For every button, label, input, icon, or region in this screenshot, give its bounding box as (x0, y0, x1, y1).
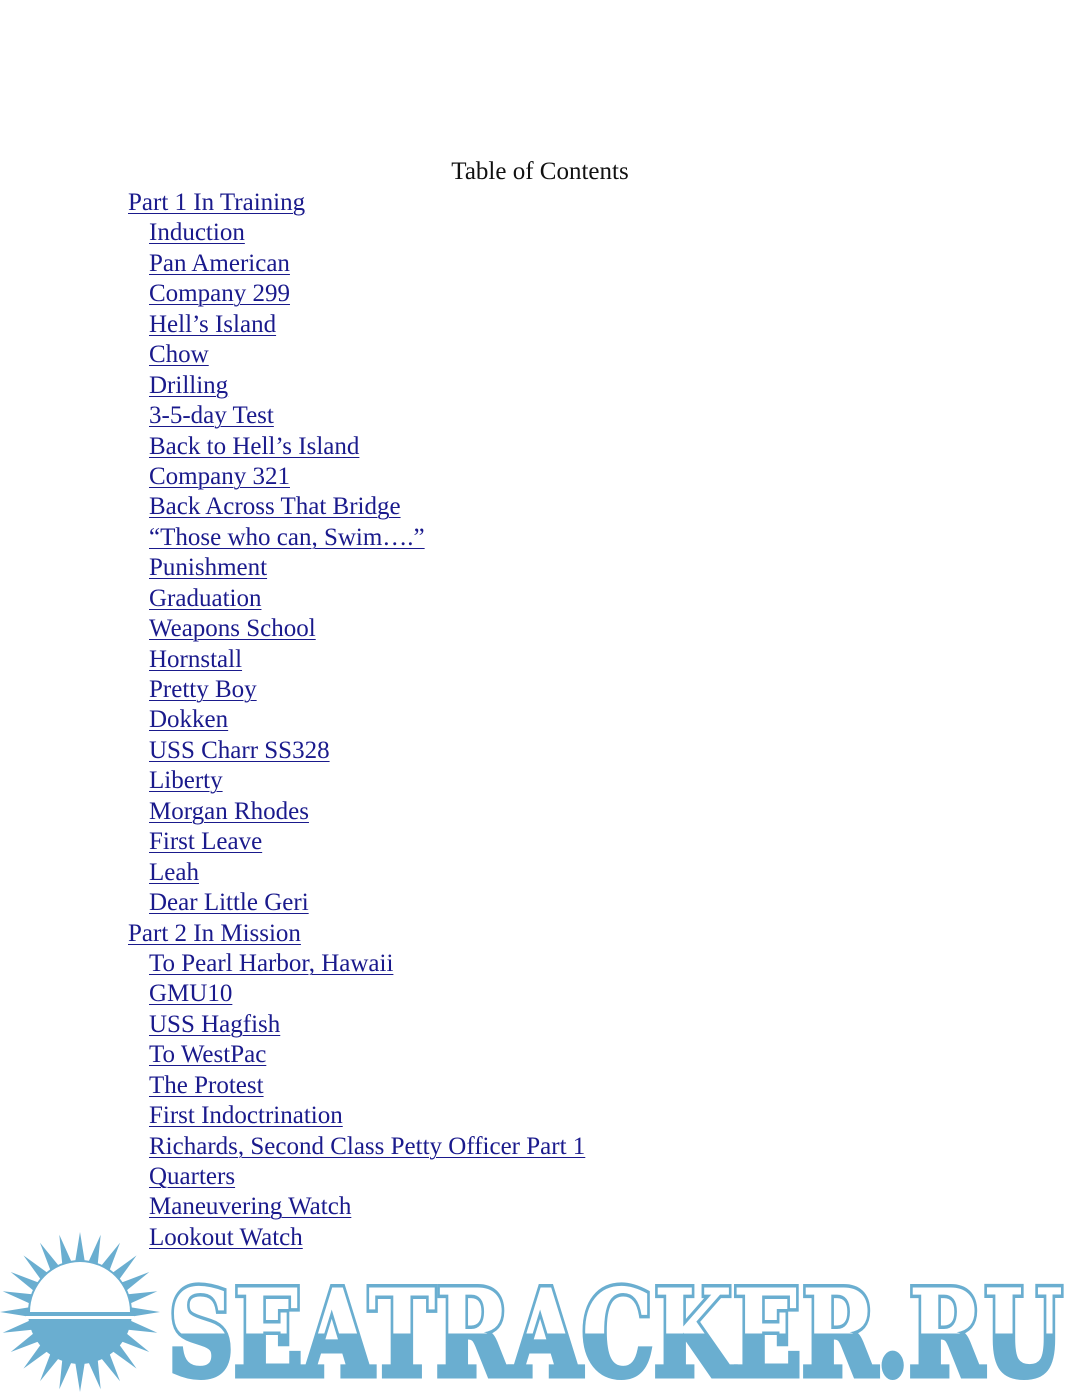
toc-chapter-item (128, 796, 585, 826)
toc-chapter-link[interactable]: Weapons School (149, 615, 316, 643)
sun-ray (88, 1235, 101, 1265)
toc-chapter-link[interactable]: First Indoctrination (149, 1102, 343, 1130)
toc-chapter-link[interactable]: 3-5-day Test (149, 402, 274, 430)
toc-chapter-item (128, 309, 585, 339)
toc-chapter-item (128, 887, 585, 917)
table-of-contents (128, 187, 585, 1252)
toc-chapter-item (128, 583, 585, 613)
toc-part-link[interactable]: Part 2 In Mission (128, 919, 301, 947)
toc-chapter-item (128, 613, 585, 643)
toc-chapter-item (128, 1131, 585, 1161)
toc-chapter-link[interactable]: Quarters (149, 1163, 236, 1190)
toc-chapter-link[interactable]: Lookout Watch (149, 1223, 303, 1251)
toc-chapter-link[interactable]: Graduation (149, 584, 262, 612)
sun-ray (88, 1359, 101, 1389)
toc-chapter-item (128, 491, 585, 521)
toc-chapter-item (128, 248, 585, 278)
toc-chapter-item (128, 1161, 585, 1191)
toc-chapter-item (128, 1100, 585, 1130)
toc-chapter-link[interactable]: Induction (149, 219, 245, 247)
toc-chapter-item (128, 217, 585, 247)
toc-chapter-item (128, 1039, 585, 1069)
toc-chapter-item (128, 978, 585, 1008)
toc-part-link[interactable]: Part 1 In Training (128, 189, 306, 216)
toc-chapter-item (128, 400, 585, 430)
toc-chapter-item (128, 522, 585, 552)
sun-ray (3, 1320, 33, 1333)
toc-chapter-item (128, 370, 585, 400)
toc-chapter-link[interactable]: Back Across That Bridge (149, 493, 401, 521)
sun-ray (59, 1359, 72, 1389)
toc-chapter-link[interactable]: “Those who can, Swim….” (149, 523, 425, 551)
sun-ray (75, 1232, 85, 1262)
toc-chapter-link[interactable]: Pan American (149, 249, 290, 277)
page-title: Table of Contents (451, 158, 629, 185)
toc-chapter-item (128, 826, 585, 856)
toc-chapter-item (128, 1070, 585, 1100)
toc-chapter-item (128, 857, 585, 887)
toc-chapter-link[interactable]: Maneuvering Watch (149, 1193, 352, 1221)
toc-chapter-link[interactable]: Company 299 (149, 280, 290, 308)
sun-ray (0, 1307, 30, 1317)
toc-chapter-link[interactable]: To WestPac (149, 1041, 267, 1069)
toc-chapter-link[interactable]: Hell’s Island (149, 310, 277, 338)
watermark (0, 1232, 1080, 1397)
toc-chapter-link[interactable]: To Pearl Harbor, Hawaii (149, 949, 394, 977)
toc-chapter-link[interactable]: USS Charr SS328 (149, 736, 330, 764)
toc-chapter-item (128, 674, 585, 704)
toc-chapter-item (128, 644, 585, 674)
toc-chapter-link[interactable]: First Leave (149, 828, 263, 856)
toc-chapter-item (128, 278, 585, 308)
toc-chapter-item (128, 431, 585, 461)
toc-chapter-link[interactable]: Back to Hell’s Island (149, 432, 360, 460)
sun-ray (3, 1291, 33, 1304)
toc-chapter-link[interactable]: Punishment (149, 554, 268, 582)
sun-ray (130, 1307, 160, 1317)
toc-chapter-link[interactable]: Richards, Second Class Petty Officer Part 1 (149, 1132, 586, 1160)
toc-chapter-item (128, 461, 585, 491)
toc-chapter-item (128, 948, 585, 978)
toc-chapter-link[interactable]: USS Hagfish (149, 1010, 281, 1038)
toc-chapter-item (128, 1009, 585, 1039)
toc-chapter-item (128, 552, 585, 582)
toc-chapter-link[interactable]: Chow (149, 341, 209, 369)
toc-part-item (128, 187, 585, 217)
toc-chapter-link[interactable]: Company 321 (149, 462, 290, 490)
toc-part-item (128, 918, 585, 948)
toc-chapter-link[interactable]: Dokken (149, 706, 229, 734)
toc-chapter-link[interactable]: Liberty (149, 767, 223, 795)
watermark-text: SEATRACKER.RU (168, 1263, 1063, 1397)
toc-chapter-item (128, 1191, 585, 1221)
sun-icon (0, 1232, 160, 1392)
sun-ray (127, 1320, 157, 1333)
toc-chapter-link[interactable]: Morgan Rhodes (149, 797, 309, 825)
toc-chapter-item (128, 704, 585, 734)
sun-ray (127, 1291, 157, 1304)
toc-chapter-link[interactable]: GMU10 (149, 980, 233, 1008)
toc-chapter-item (128, 735, 585, 765)
sun-ray (75, 1362, 85, 1392)
toc-chapter-item (128, 765, 585, 795)
toc-chapter-link[interactable]: Leah (149, 858, 199, 886)
toc-chapter-link[interactable]: The Protest (149, 1071, 264, 1099)
toc-chapter-link[interactable]: Dear Little Geri (149, 889, 309, 917)
toc-chapter-link[interactable]: Pretty Boy (149, 676, 257, 703)
toc-chapter-link[interactable]: Hornstall (149, 645, 243, 673)
toc-chapter-item (128, 339, 585, 369)
toc-chapter-link[interactable]: Drilling (149, 371, 229, 399)
sun-ray (59, 1235, 72, 1265)
